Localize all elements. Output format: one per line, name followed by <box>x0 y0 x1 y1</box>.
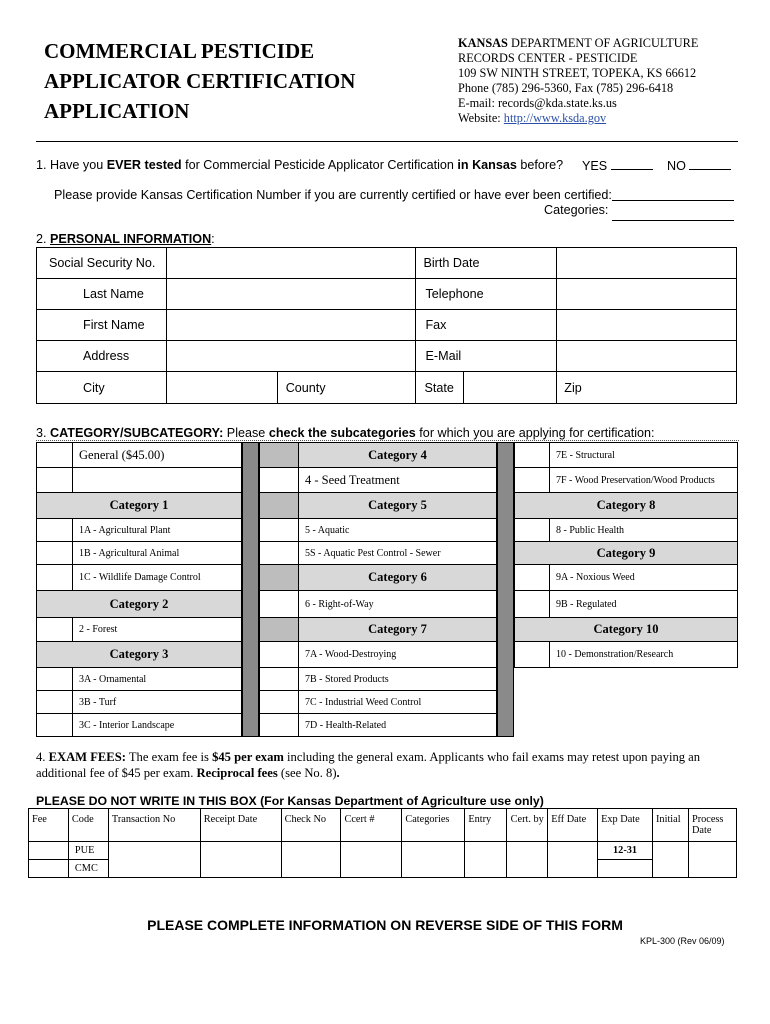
state-field[interactable] <box>464 372 557 404</box>
checkbox-7d[interactable] <box>259 713 299 737</box>
category-9-header: Category 9 <box>514 541 738 565</box>
cert-number-prompt: Please provide Kansas Certification Number if you are currently certified or have ever been certified: <box>54 188 612 202</box>
label-9a: 9A - Noxious Weed <box>549 564 738 591</box>
checkbox-3c[interactable] <box>36 713 73 737</box>
label-3a: 3A - Ornamental <box>72 667 242 691</box>
label-10: 10 - Demonstration/Research <box>549 641 738 668</box>
q3-label: CATEGORY/SUBCATEGORY: <box>50 426 224 440</box>
category-3-header: Category 3 <box>36 641 242 668</box>
q3-end: for which you are applying for certification: <box>415 426 655 440</box>
categories-label: Categories: <box>544 203 609 217</box>
ssn-field[interactable] <box>166 248 416 279</box>
cat6-header-spacer <box>259 564 299 591</box>
label-5s: 5S - Aquatic Pest Control - Sewer <box>298 541 497 565</box>
checkbox-10[interactable] <box>514 641 550 668</box>
cat5-header-spacer <box>259 492 299 519</box>
code-cmc: CMC <box>68 860 108 878</box>
check-no-cell[interactable] <box>281 842 341 878</box>
blank-label <box>72 467 242 493</box>
q4-dot: . <box>336 766 340 780</box>
checkbox-1c[interactable] <box>36 564 73 591</box>
category-5-header: Category 5 <box>298 492 497 519</box>
transaction-cell[interactable] <box>108 842 200 878</box>
label-4: 4 - Seed Treatment <box>298 467 497 493</box>
email-line: E-mail: records@kda.state.ks.us <box>458 96 617 110</box>
q3-num: 3. <box>36 426 51 440</box>
ssn-label: Social Security No. <box>37 248 167 279</box>
col-eff-date: Eff Date <box>548 809 598 842</box>
label-6: 6 - Right-of-Way <box>298 590 497 618</box>
column-separator-1 <box>242 442 259 737</box>
q1-in-kansas: in Kansas <box>457 158 517 172</box>
q4-num: 4. <box>36 750 49 764</box>
q1-text-start: 1. Have you <box>36 158 107 172</box>
address-field[interactable] <box>166 341 416 372</box>
checkbox-1a[interactable] <box>36 518 73 542</box>
checkbox-7a[interactable] <box>259 641 299 668</box>
q4-label: EXAM FEES: <box>48 750 126 764</box>
title-line: APPLICATION <box>44 99 190 123</box>
label-7d: 7D - Health-Related <box>298 713 497 737</box>
telephone-field[interactable] <box>557 279 737 310</box>
label-2: 2 - Forest <box>72 617 242 642</box>
first-name-field[interactable] <box>166 310 416 341</box>
label-8: 8 - Public Health <box>549 518 738 542</box>
column-separator-2 <box>497 442 514 737</box>
general-label: General ($45.00) <box>72 442 242 468</box>
q4-text-2: including the general exam. Applicants who fail exams may retest upon paying an additional fee of $45 per exam. <box>36 750 701 780</box>
no-answer-line[interactable] <box>689 158 731 170</box>
category-1-header: Category 1 <box>36 492 242 519</box>
exp-date-cell-2[interactable] <box>598 860 653 878</box>
label-1b: 1B - Agricultural Animal <box>72 541 242 565</box>
checkbox-9b[interactable] <box>514 590 550 618</box>
q2-label: PERSONAL INFORMATION <box>50 232 212 246</box>
fax-field[interactable] <box>557 310 737 341</box>
agency-address-block <box>458 36 698 126</box>
col-process-date: Process Date <box>688 809 736 842</box>
q4-text-3: (see No. 8) <box>277 766 337 780</box>
label-1a: 1A - Agricultural Plant <box>72 518 242 542</box>
question-3 <box>36 426 655 440</box>
category-4-header: Category 4 <box>298 442 497 468</box>
q4-text-1: The exam fee is <box>125 750 213 764</box>
phone-fax: Phone (785) 296-5360, Fax (785) 296-6418 <box>458 81 674 95</box>
city-field[interactable] <box>166 372 277 404</box>
q1-text-end: before? <box>516 158 564 172</box>
label-7c: 7C - Industrial Weed Control <box>298 690 497 714</box>
q2-colon: : <box>211 232 215 246</box>
label-3c: 3C - Interior Landscape <box>72 713 242 737</box>
q3-bold: check the subcategories <box>268 426 416 440</box>
code-pue: PUE <box>68 842 108 860</box>
fee-cell[interactable] <box>29 842 69 860</box>
general-checkbox[interactable] <box>36 442 73 468</box>
question-2 <box>36 232 215 246</box>
col-ccert: Ccert # <box>341 809 402 842</box>
checkbox-8[interactable] <box>514 518 550 542</box>
checkbox-9a[interactable] <box>514 564 550 591</box>
ccert-cell[interactable] <box>341 842 402 878</box>
cat7-header-spacer <box>259 617 299 642</box>
checkbox-7c[interactable] <box>259 690 299 714</box>
exp-date-value: 12-31 <box>598 842 653 860</box>
personal-info-table <box>36 247 737 404</box>
birth-date-label: Birth Date <box>416 248 557 279</box>
col-entry: Entry <box>465 809 507 842</box>
header-divider <box>36 141 738 142</box>
cert-number-line[interactable] <box>612 200 734 201</box>
reverse-side-notice: PLEASE COMPLETE INFORMATION ON REVERSE SIDE OF THIS FORM <box>147 917 623 933</box>
col-exp-date: Exp Date <box>598 809 653 842</box>
category-7-header: Category 7 <box>298 617 497 642</box>
checkbox-5[interactable] <box>259 518 299 542</box>
label-7f: 7F - Wood Preservation/Wood Products <box>549 467 738 493</box>
category-2-header: Category 2 <box>36 590 242 618</box>
entry-cell[interactable] <box>465 842 507 878</box>
q4-fee: $45 per exam <box>212 750 284 764</box>
agency-state: KANSAS <box>458 36 508 50</box>
first-name-label: First Name <box>37 310 167 341</box>
zip-label: Zip <box>557 372 737 404</box>
street-address: 109 SW NINTH STREET, TOPEKA, KS 66612 <box>458 66 697 80</box>
col-transaction-no: Transaction No <box>108 809 200 842</box>
address-label: Address <box>37 341 167 372</box>
agency-name: DEPARTMENT OF AGRICULTURE <box>507 36 699 50</box>
label-1c: 1C - Wildlife Damage Control <box>72 564 242 591</box>
question-1 <box>36 158 563 172</box>
form-number: KPL-300 (Rev 06/09) <box>640 936 725 946</box>
label-7e: 7E - Structural <box>549 442 738 468</box>
col-receipt-date: Receipt Date <box>200 809 281 842</box>
question-4 <box>36 749 736 781</box>
title-line: COMMERCIAL PESTICIDE <box>44 39 315 63</box>
label-9b: 9B - Regulated <box>549 590 738 618</box>
checkbox-1b[interactable] <box>36 541 73 565</box>
initial-cell[interactable] <box>653 842 689 878</box>
checkbox-4[interactable] <box>259 467 299 493</box>
checkbox-7b[interactable] <box>259 667 299 691</box>
form-title <box>44 36 355 126</box>
checkbox-3b[interactable] <box>36 690 73 714</box>
col-initial: Initial <box>653 809 689 842</box>
category-6-header: Category 6 <box>298 564 497 591</box>
col-fee: Fee <box>29 809 69 842</box>
q2-num: 2. <box>36 232 51 246</box>
checkbox-3a[interactable] <box>36 667 73 691</box>
category-8-header: Category 8 <box>514 492 738 519</box>
fax-label: Fax <box>416 310 557 341</box>
label-3b: 3B - Turf <box>72 690 242 714</box>
col-check-no: Check No <box>281 809 341 842</box>
q3-mid: Please <box>223 426 269 440</box>
fee-cell-2[interactable] <box>29 860 69 878</box>
cert-by-cell[interactable] <box>507 842 548 878</box>
checkbox-6[interactable] <box>259 590 299 618</box>
col-code: Code <box>68 809 108 842</box>
checkbox-2[interactable] <box>36 617 73 642</box>
eff-date-cell[interactable] <box>548 842 598 878</box>
office-use-heading: PLEASE DO NOT WRITE IN THIS BOX (For Kansas Department of Agriculture use only) <box>36 794 544 808</box>
county-label: County <box>277 372 416 404</box>
receipt-date-cell[interactable] <box>200 842 281 878</box>
label-5: 5 - Aquatic <box>298 518 497 542</box>
telephone-label: Telephone <box>416 279 557 310</box>
yes-label: YES <box>582 159 608 173</box>
checkbox-7e[interactable] <box>514 442 550 468</box>
q1-no <box>667 158 731 173</box>
last-name-field[interactable] <box>166 279 416 310</box>
categories-line[interactable] <box>612 220 734 221</box>
records-center: RECORDS CENTER - PESTICIDE <box>458 51 638 65</box>
categories-cell[interactable] <box>402 842 465 878</box>
website-link[interactable]: http://www.ksda.gov <box>503 111 607 125</box>
city-label: City <box>37 372 167 404</box>
q4-reciprocal: Reciprocal fees <box>196 766 278 780</box>
col-categories: Categories <box>402 809 465 842</box>
email-field[interactable] <box>557 341 737 372</box>
email-label: E-Mail <box>416 341 557 372</box>
label-7a: 7A - Wood-Destroying <box>298 641 497 668</box>
no-label: NO <box>667 159 686 173</box>
title-line: APPLICATOR CERTIFICATION <box>44 69 356 93</box>
website-label: Website: <box>458 111 504 125</box>
process-date-cell[interactable] <box>688 842 736 878</box>
q1-ever: EVER tested <box>106 158 182 172</box>
category-10-header: Category 10 <box>514 617 738 642</box>
last-name-label: Last Name <box>37 279 167 310</box>
q1-text-mid: for Commercial Pesticide Applicator Certification <box>181 158 458 172</box>
birth-date-field[interactable] <box>557 248 737 279</box>
checkbox-5s[interactable] <box>259 541 299 565</box>
cat4-header-spacer <box>259 442 299 468</box>
label-7b: 7B - Stored Products <box>298 667 497 691</box>
yes-answer-line[interactable] <box>611 158 653 170</box>
office-use-table <box>28 808 737 878</box>
col-cert-by: Cert. by <box>507 809 548 842</box>
checkbox-7f[interactable] <box>514 467 550 493</box>
q3-dotted-rule <box>36 440 739 441</box>
blank-checkbox[interactable] <box>36 467 73 493</box>
state-label: State <box>416 372 464 404</box>
q1-yes <box>582 158 653 173</box>
